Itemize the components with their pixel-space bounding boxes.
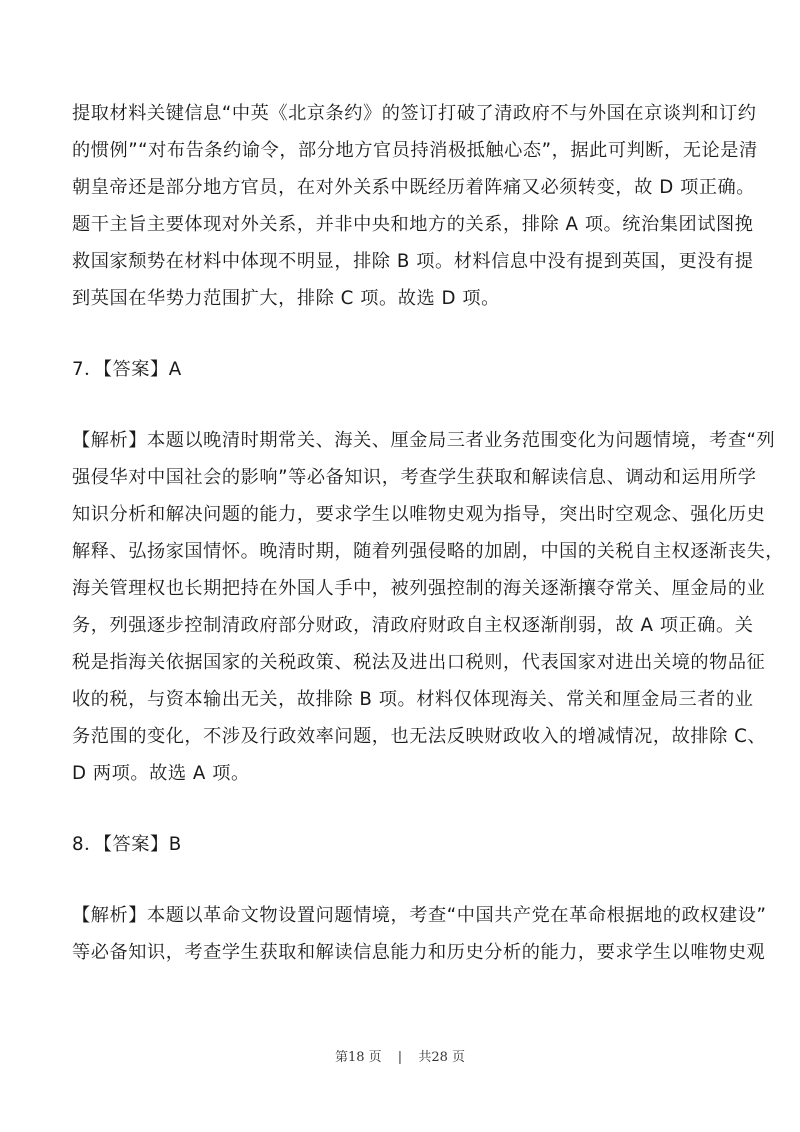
paragraph-line: 海关管理权也长期把持在外国人手中，被列强控制的海关逐渐攘夺常关、厘金局的业 <box>72 578 766 599</box>
spacer <box>72 317 732 351</box>
spacer <box>72 863 732 897</box>
paragraph-line: 提取材料关键信息“中英《北京条约》的签订打破了清政府不与外国在京谈判和订约 <box>72 103 757 124</box>
paragraph-line: 知识分析和解决问题的能力，要求学生以唯物史观为指导，突出时空观念、强化历史 <box>72 504 766 525</box>
paragraph-line: D 两项。故选 A 项。 <box>72 763 250 784</box>
page-total: 共28 页 <box>418 1050 466 1065</box>
page-footer <box>0 1046 800 1065</box>
paragraph-line: 救国家颓势在材料中体现不明显，排除 B 项。材料信息中没有提到英国，更没有提 <box>72 251 754 272</box>
paragraph-line: 务范围的变化，不涉及行政效率问题，也无法反映财政收入的增减情况，故排除 C、 <box>72 726 767 747</box>
paragraph-line: 强侵华对中国社会的影响”等必备知识，考查学生获取和解读信息、调动和运用所学 <box>72 467 757 488</box>
paragraph-line: 到英国在华势力范围扩大，排除 C 项。故选 D 项。 <box>72 288 500 309</box>
paragraph-line: 【解析】本题以晚清时期常关、海关、厘金局三者业务范围变化为问题情境，考查“列 <box>72 430 776 451</box>
paragraph-line: 的惯例”“对布告条约谕令，部分地方官员持消极抵触心态”，据此可判断，无论是清 <box>72 140 758 161</box>
question-7-answer-heading: 7．【答案】A <box>72 359 182 380</box>
question-8-analysis <box>72 897 767 971</box>
paragraph-line: 朝皇帝还是部分地方官员，在对外关系中既经历着阵痛又必须转变，故 D 项正确。 <box>72 177 756 198</box>
question-7-analysis <box>72 422 785 792</box>
spacer <box>72 792 732 826</box>
footer-separator: | <box>397 1050 403 1065</box>
paragraph-line: 题干主旨主要体现对外关系，并非中央和地方的关系，排除 A 项。统治集团试图挽 <box>72 214 754 235</box>
question-8-answer-heading: 8．【答案】B <box>72 834 182 855</box>
paragraph-line: 务，列强逐步控制清政府部分财政，清政府财政自主权逐渐削弱，故 A 项正确。关 <box>72 615 754 636</box>
spacer <box>72 388 732 422</box>
paragraph-line: 收的税，与资本输出无关，故排除 B 项。材料仅体现海关、常关和厘金局三者的业 <box>72 689 754 710</box>
paragraph-line: 税是指海关依据国家的关税政策、税法及进出口税则，代表国家对进出关境的物品征 <box>72 652 766 673</box>
page-number: 第18 页 <box>334 1050 382 1065</box>
paragraph-line: 解释、弘扬家国情怀。晚清时期，随着列强侵略的加剧，中国的关税自主权逐渐丧失， <box>72 541 785 562</box>
answer-block-6-continued <box>72 95 758 317</box>
paragraph-line: 等必备知识，考查学生获取和解读信息能力和历史分析的能力，要求学生以唯物史观 <box>72 942 766 963</box>
document-page <box>72 95 785 971</box>
paragraph-line: 【解析】本题以革命文物设置问题情境，考查“中国共产党在革命根据地的政权建设” <box>72 905 767 926</box>
